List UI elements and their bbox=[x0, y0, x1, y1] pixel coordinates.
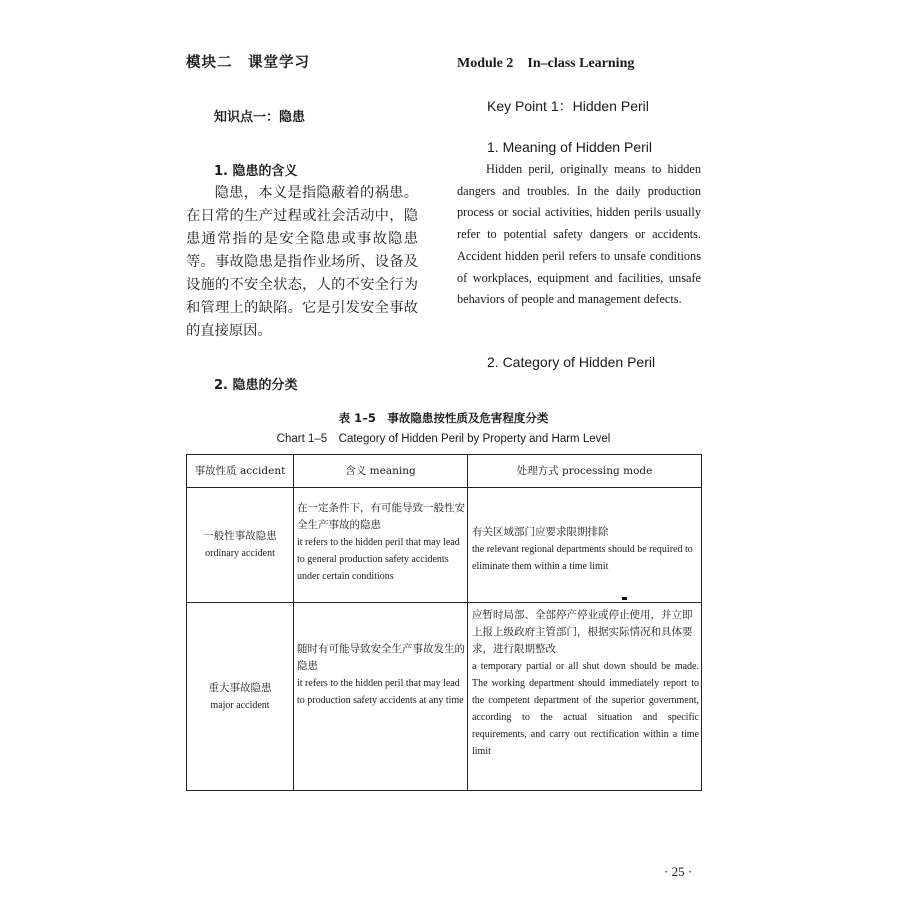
meaning-cn: 在一定条件下，有可能导致一般性安全生产事故的隐患 bbox=[297, 502, 465, 531]
processing-mode-cell bbox=[468, 603, 702, 791]
key-point-title-cn: 知识点一：隐患 bbox=[214, 110, 306, 125]
table-header-row bbox=[187, 455, 702, 488]
processing-mode-en: a temporary partial or all shut down should be made. The working department should immediately report to the competent department of the superior government, according to the actual situation and specific requirements, and carry out rectification within a time limit bbox=[472, 661, 699, 757]
section2-heading-en: 2. Category of Hidden Peril bbox=[487, 354, 656, 370]
accident-type-en: ordinary accident bbox=[205, 548, 275, 559]
accident-type-cn: 一般性事故隐患 bbox=[203, 530, 277, 542]
accident-type-cell bbox=[187, 488, 294, 603]
header-meaning: 含义 meaning bbox=[294, 455, 468, 488]
section2-heading-cn: 2. 隐患的分类 bbox=[214, 378, 298, 393]
meaning-cell bbox=[294, 603, 468, 791]
table-caption-en: Chart 1–5 Category of Hidden Peril by Property and Harm Level bbox=[276, 433, 611, 445]
section1-paragraph-cn: 隐患，本义是指隐蔽着的祸患。在日常的生产过程或社会活动中，隐患通常指的是安全隐患或事故隐患等。事故隐患是指作业场所、设备及设施的不安全状态，人的不安全行为和管理上的缺陷。它是引发安全事故的直接原因。 bbox=[186, 185, 418, 339]
print-mark bbox=[622, 597, 627, 600]
processing-mode-cn: 应暂时局部、全部停产停业或停止使用，并立即上报上级政府主管部门，根据实际情况和具体要求，进行限期整改 bbox=[472, 609, 693, 655]
module-title-cn: 模块二 课堂学习 bbox=[186, 55, 310, 71]
key-point-title-en: Key Point 1：Hidden Peril bbox=[487, 98, 649, 114]
meaning-en: it refers to the hidden peril that may lead to general production safety accidents under certain conditions bbox=[297, 537, 460, 582]
hidden-peril-category-table bbox=[186, 454, 702, 791]
page-number: · 25 · bbox=[664, 864, 693, 879]
meaning-cell bbox=[294, 488, 468, 603]
processing-mode-en: the relevant regional departments should be required to eliminate them within a time limit bbox=[472, 544, 693, 572]
table-row bbox=[187, 603, 702, 791]
section1-heading-en: 1. Meaning of Hidden Peril bbox=[487, 139, 652, 155]
module-title-en: Module 2 In–class Learning bbox=[457, 56, 635, 71]
processing-mode-cn: 有关区域部门应要求限期排除 bbox=[472, 526, 609, 538]
header-processing-mode: 处理方式 processing mode bbox=[468, 455, 702, 488]
header-accident: 事故性质 accident bbox=[187, 455, 294, 488]
accident-type-en: major accident bbox=[210, 699, 270, 711]
section1-heading-cn: 1. 隐患的含义 bbox=[214, 164, 298, 179]
meaning-cn: 随时有可能导致安全生产事故发生的隐患 bbox=[297, 643, 465, 672]
section1-paragraph-en: Hidden peril, originally means to hidden dangers and troubles. In the daily production process or social activities, hidden perils usually refer to potential safety dangers or accidents. Accident hidden peril refers to unsafe conditions of workplaces, equipment and facilities, unsafe behaviors of people and management defects. bbox=[457, 162, 701, 307]
table-row bbox=[187, 488, 702, 603]
meaning-en: it refers to the hidden peril that may lead to production safety accidents at any time bbox=[297, 678, 464, 706]
accident-type-cell bbox=[187, 603, 294, 791]
accident-type-cn: 重大事故隐患 bbox=[208, 681, 272, 694]
table-caption-cn: 表 1–5 事故隐患按性质及危害程度分类 bbox=[338, 411, 549, 425]
processing-mode-cell bbox=[468, 488, 702, 603]
